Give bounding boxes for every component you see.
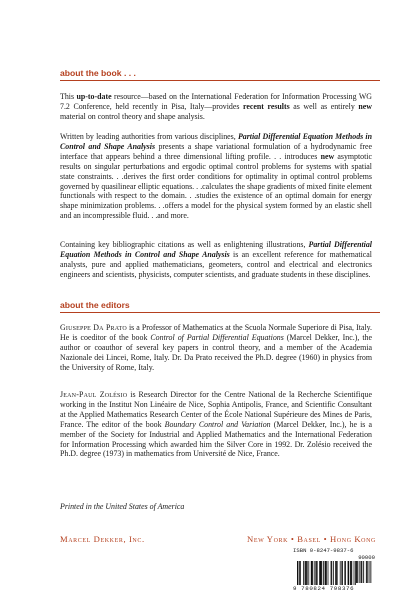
barcode-addon-bar [370,561,371,583]
barcode-bar [303,561,304,585]
barcode-bar [317,561,318,585]
barcode-bar [308,561,309,585]
publisher-cities: New York • Basel • Hong Kong [247,534,376,544]
barcode-bar [315,561,316,585]
barcode-bar [305,561,306,585]
publisher-name: Marcel Dekker, Inc. [60,534,145,544]
isbn-label: ISBN 0-8247-9837-6 [293,547,354,554]
barcode-bar [336,561,337,585]
about-book-heading: about the book . . . [60,68,136,78]
barcode-bar [323,561,324,585]
barcode-addon-bar [359,561,360,583]
barcode-bar [331,561,332,585]
barcode-addon-bar [361,561,362,583]
barcode-addon-bar [366,561,367,583]
barcode-bar [335,561,336,585]
barcode-addon-bar [356,561,357,583]
barcode-bar [297,561,298,585]
barcode-bar [299,561,300,585]
barcode-bar [305,561,306,585]
barcode-bar [345,561,346,585]
printed-in-note: Printed in the United States of America [60,502,185,511]
barcode-addon-bar [367,561,368,583]
barcode-bar [342,561,343,585]
isbn-barcode-block [293,547,377,593]
barcode-bar [341,561,342,585]
barcode-bar [312,561,313,585]
barcode-addon-bar [357,561,358,583]
barcode-bar [355,561,356,585]
barcode-bar [354,561,355,585]
barcode-bar [333,561,334,585]
barcode-bar [314,561,315,585]
barcode-bar [325,561,326,585]
barcode-bar [351,561,352,585]
barcode-bar [348,561,349,585]
barcode-bar [328,561,329,585]
barcode-bar [337,561,338,585]
barcode-bar [300,561,301,585]
barcode-bar [350,561,351,585]
ean-digits: 9 780824 798376 [293,585,355,592]
price-code: 90000 [358,554,375,561]
about-book-paragraph-2: Written by leading authorities from various disciplines, Partial Differential Equation Methods in Control and Shape Analysis presents a shape variational formulation of a hydrodynamic free interface that appears behind a three dimensional lifting profile. . . introduces new asymptotic results on singular perturbations and ergodic optimal control problems for systems with spatial state constraints. . .derives the first order conditions for optimality in optimal control problems governed by quasilinear elliptic equations. . .calculates the shape gradients of mixed finite element functionals with respect to the domain. . .studies the existence of an optimal domain for energy shape minimization problems. . .offers a model for the physical system formed by an elastic shell and an incompressible fluid. . .and more. [60,132,373,221]
editor-name: Giuseppe Da Prato [60,323,127,332]
about-editors-rule [60,312,380,313]
barcode-bar [320,561,321,585]
editor-da-prato-bio: Giuseppe Da Prato is a Professor of Mathematics at the Scuola Normale Superiore di Pisa, Italy. He is coeditor of the book Control of Partial Differential Equations (Marcel Dekker, Inc.), the author or coauthor of several key papers in control theory, and a member of the Academia Nazionale dei Lincei, Rome, Italy. Dr. Da Prato received the Ph.D. degree (1960) in physics from the University of Rome, Italy. [60,323,372,372]
barcode-bar [351,561,352,585]
barcode-bar [326,561,327,585]
barcode-addon-bar [369,561,370,583]
barcode-bar [321,561,322,585]
barcode-bar [344,561,345,585]
barcode-addon-bar [363,561,364,583]
barcode-bar [306,561,307,585]
about-book-paragraph-3: Containing key bibliographic citations as well as enlightening illustrations, Partial Differential Equation Methods in Control and Shape Analysis is an excellent reference for mathematical analysts, pure and applied mathematicians, geometers, control and electrical and electronics engineers and scientists, physicists, computer scientists, and graduate students in these disciplines. [60,240,372,279]
editor-zolesio-bio: Jean-Paul Zolésio is Research Director for the Centre National de la Recherche Scientifique working in the Institut Non Linéaire de Nice, Sophia Antipolis, France, and Scientific Consultant at the Applied Mathematics Research Center of the École National Supérieure des Mines de Paris, France. The editor of the book Boundary Control and Variation (Marcel Dekker, Inc.), he is a member of the Society for Industrial and Applied Mathematics and the International Federation for Information Processing which awarded him the Silver Core in 1992. Dr. Zolésio received the Ph.D. degree (1973) in mathematics from Université de Nice, France. [60,390,372,459]
about-editors-heading: about the editors [60,300,130,310]
about-book-paragraph-1: This up-to-date resource—based on the International Federation for Information Processing WG 7.2 Conference, held recently in Pisa, Italy—provides recent results as well as entirely new material on control theory and shape analysis. [60,92,372,121]
barcode-addon-bar [361,561,362,583]
barcode-bar [311,561,312,585]
about-book-rule [60,80,380,81]
barcode-bar [319,561,320,585]
barcode-bar [331,561,332,585]
barcode-bar [340,561,341,585]
editor-name: Jean-Paul Zolésio [60,390,128,399]
